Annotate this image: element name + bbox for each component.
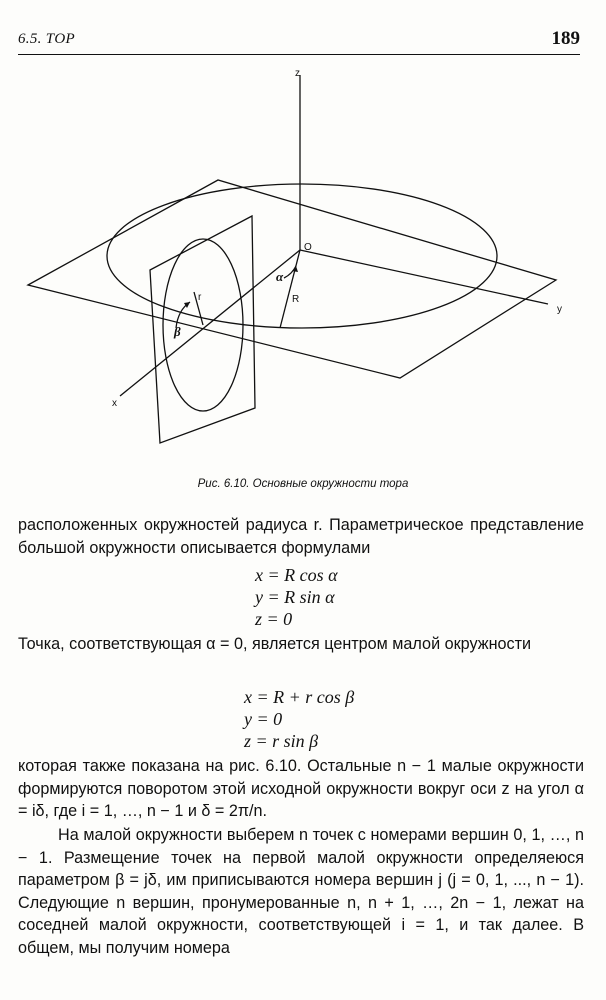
beta-label: β — [174, 324, 181, 339]
section-title: 6.5. ТОР — [18, 31, 75, 47]
formula-line: x = R + r cos β — [244, 687, 355, 707]
figure-caption: Рис. 6.10. Основные окружности тора — [197, 478, 409, 490]
formula-line: y = 0 — [244, 709, 283, 729]
R-label: R — [292, 294, 300, 305]
paragraph-2: Точка, соответствующая α = 0, является центром малой окружности — [18, 635, 532, 653]
formula-small-circle — [244, 686, 354, 752]
x-axis-label: x — [112, 398, 117, 409]
origin-label: O — [304, 242, 312, 253]
formula-big-circle — [255, 564, 338, 630]
big-circle — [107, 184, 497, 328]
formula-line: z = r sin β — [244, 731, 319, 751]
torus-figure — [0, 60, 606, 470]
running-header — [18, 26, 580, 55]
r-label: r — [198, 292, 202, 303]
radius-R — [280, 250, 300, 328]
paragraph-4: На малой окружности выберем n точек с номерами вершин 0, 1, …, n − 1. Размещение точек на первой малой окружности определяеюся параметром β = jδ, им приписываются номера вершин j (j = 0, 1, ..., n − 1). Следующие n вершин, пронумерованные n, n + 1, …, 2n − 1, лежат на соседней малой окружности, соответствующей i = 1, и так далее. В общем, мы получим номера — [18, 826, 584, 957]
y-axis — [300, 250, 548, 304]
alpha-label: α — [276, 269, 284, 284]
x-axis — [120, 250, 300, 396]
paragraph-3: которая также показана на рис. 6.10. Остальные n − 1 малые окружности формируются поворотом этой исходной окружности вокруг оси z на угол α = iδ, где i = 1, …, n − 1 и δ = 2π/n. — [18, 757, 584, 821]
formula-line: z = 0 — [255, 609, 293, 629]
paragraph-1: расположенных окружностей радиуса r. Параметрическое представление большой окружности описывается формулами — [18, 516, 584, 557]
z-axis-label: z — [295, 68, 300, 79]
page-number: 189 — [551, 28, 580, 49]
y-axis-label: y — [557, 304, 562, 315]
formula-line: y = R sin α — [255, 587, 335, 607]
formula-line: x = R cos α — [255, 565, 338, 585]
torus-diagram — [0, 60, 606, 470]
